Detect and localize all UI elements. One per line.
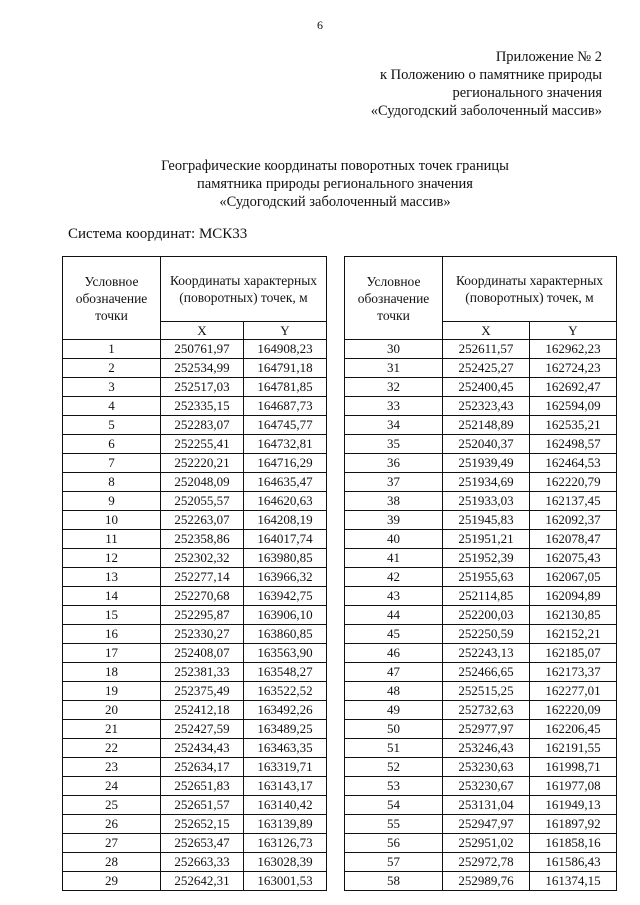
- point-number: 58: [345, 872, 443, 891]
- y-value: 161949,13: [530, 796, 617, 815]
- y-value: 163463,35: [244, 739, 327, 758]
- y-value: 162137,45: [530, 492, 617, 511]
- x-value: 252634,17: [161, 758, 244, 777]
- table-row: [63, 777, 327, 796]
- y-value: 163139,89: [244, 815, 327, 834]
- y-value: 162220,09: [530, 701, 617, 720]
- table-row: [63, 454, 327, 473]
- point-number: 51: [345, 739, 443, 758]
- y-value: 163126,73: [244, 834, 327, 853]
- x-value: 252295,87: [161, 606, 244, 625]
- x-value: 252466,65: [443, 663, 530, 682]
- x-value: 251952,39: [443, 549, 530, 568]
- point-number: 52: [345, 758, 443, 777]
- y-value: 162277,01: [530, 682, 617, 701]
- table-row: [63, 397, 327, 416]
- point-number: 11: [63, 530, 161, 549]
- y-value: 162535,21: [530, 416, 617, 435]
- point-number: 26: [63, 815, 161, 834]
- point-number: 34: [345, 416, 443, 435]
- point-number: 28: [63, 853, 161, 872]
- point-number: 43: [345, 587, 443, 606]
- x-value: 253230,63: [443, 758, 530, 777]
- appendix-note: [371, 48, 602, 120]
- x-value: 253246,43: [443, 739, 530, 758]
- point-number: 45: [345, 625, 443, 644]
- point-number: 31: [345, 359, 443, 378]
- table-row: [345, 834, 617, 853]
- point-number: 3: [63, 378, 161, 397]
- y-value: 162206,45: [530, 720, 617, 739]
- x-value: 252263,07: [161, 511, 244, 530]
- x-value: 252947,97: [443, 815, 530, 834]
- table-row: [345, 416, 617, 435]
- y-value: 163140,42: [244, 796, 327, 815]
- x-value: 252642,31: [161, 872, 244, 891]
- y-value: 162130,85: [530, 606, 617, 625]
- y-value: 162464,53: [530, 454, 617, 473]
- table-row: [63, 663, 327, 682]
- table-row: [63, 568, 327, 587]
- document-title: [150, 157, 520, 211]
- point-number: 1: [63, 340, 161, 359]
- y-value: 162092,37: [530, 511, 617, 530]
- table-row: [345, 492, 617, 511]
- x-value: 251951,21: [443, 530, 530, 549]
- point-number: 40: [345, 530, 443, 549]
- point-number: 42: [345, 568, 443, 587]
- y-value: 162962,23: [530, 340, 617, 359]
- table-row: [345, 511, 617, 530]
- y-value: 164745,77: [244, 416, 327, 435]
- table-row: [63, 492, 327, 511]
- y-value: 164732,81: [244, 435, 327, 454]
- table-row: [63, 644, 327, 663]
- point-number: 7: [63, 454, 161, 473]
- table-row: [63, 758, 327, 777]
- y-value: 161977,08: [530, 777, 617, 796]
- table-row: [345, 853, 617, 872]
- table-row: [63, 587, 327, 606]
- table-row: [345, 606, 617, 625]
- point-number: 14: [63, 587, 161, 606]
- point-number: 25: [63, 796, 161, 815]
- table-row: [345, 644, 617, 663]
- appendix-line: Приложение № 2: [495, 49, 602, 65]
- table-row: [345, 739, 617, 758]
- x-value: 252534,99: [161, 359, 244, 378]
- table-row: [63, 815, 327, 834]
- point-number: 16: [63, 625, 161, 644]
- point-number: 39: [345, 511, 443, 530]
- table-row: [63, 340, 327, 359]
- table-row: [345, 340, 617, 359]
- point-number: 55: [345, 815, 443, 834]
- x-value: 252651,83: [161, 777, 244, 796]
- point-number: 13: [63, 568, 161, 587]
- page-number: 6: [317, 18, 323, 32]
- point-number: 44: [345, 606, 443, 625]
- point-number: 37: [345, 473, 443, 492]
- y-value: 162191,55: [530, 739, 617, 758]
- x-value: 252302,32: [161, 549, 244, 568]
- point-number: 41: [345, 549, 443, 568]
- point-number: 9: [63, 492, 161, 511]
- title-line: памятника природы регионального значения: [197, 176, 473, 192]
- y-value: 163980,85: [244, 549, 327, 568]
- table-row: [63, 796, 327, 815]
- x-value: 252270,68: [161, 587, 244, 606]
- y-value: 163028,39: [244, 853, 327, 872]
- point-number: 57: [345, 853, 443, 872]
- x-value: 252653,47: [161, 834, 244, 853]
- x-value: 252400,45: [443, 378, 530, 397]
- y-value: 162094,89: [530, 587, 617, 606]
- point-number: 47: [345, 663, 443, 682]
- x-value: 252250,59: [443, 625, 530, 644]
- point-number: 19: [63, 682, 161, 701]
- point-number: 35: [345, 435, 443, 454]
- x-value: 252330,27: [161, 625, 244, 644]
- header-point-label: Условное обозначение точки: [63, 257, 161, 340]
- point-number: 8: [63, 473, 161, 492]
- coordinate-system: Система координат: МСК33: [68, 226, 248, 242]
- point-number: 38: [345, 492, 443, 511]
- table-row: [63, 720, 327, 739]
- y-value: 164208,19: [244, 511, 327, 530]
- x-value: 252732,63: [443, 701, 530, 720]
- table-row: [345, 701, 617, 720]
- point-number: 32: [345, 378, 443, 397]
- x-value: 252427,59: [161, 720, 244, 739]
- x-value: 252114,85: [443, 587, 530, 606]
- table-row: [63, 872, 327, 891]
- y-value: 164017,74: [244, 530, 327, 549]
- x-value: 252381,33: [161, 663, 244, 682]
- table-row: [345, 663, 617, 682]
- y-value: 163143,17: [244, 777, 327, 796]
- table-row: [63, 511, 327, 530]
- table-body-right: [345, 340, 617, 891]
- table-row: [345, 359, 617, 378]
- table-row: [63, 701, 327, 720]
- y-value: 162594,09: [530, 397, 617, 416]
- y-value: 161858,16: [530, 834, 617, 853]
- point-number: 54: [345, 796, 443, 815]
- point-number: 48: [345, 682, 443, 701]
- x-value: 252989,76: [443, 872, 530, 891]
- x-value: 251945,83: [443, 511, 530, 530]
- x-value: 252323,43: [443, 397, 530, 416]
- y-value: 163489,25: [244, 720, 327, 739]
- point-number: 36: [345, 454, 443, 473]
- y-value: 162220,79: [530, 473, 617, 492]
- title-line: «Судогодский заболоченный массив»: [219, 194, 451, 210]
- x-value: 252972,78: [443, 853, 530, 872]
- y-value: 162185,07: [530, 644, 617, 663]
- table-row: [345, 758, 617, 777]
- title-line: Географические координаты поворотных точек границы: [161, 158, 509, 174]
- y-value: 162498,57: [530, 435, 617, 454]
- table-row: [345, 872, 617, 891]
- table-row: [63, 359, 327, 378]
- y-value: 161998,71: [530, 758, 617, 777]
- x-value: 252358,86: [161, 530, 244, 549]
- y-value: 163563,90: [244, 644, 327, 663]
- x-value: 252055,57: [161, 492, 244, 511]
- header-y: Y: [530, 322, 617, 340]
- table-row: [63, 416, 327, 435]
- x-value: 253131,04: [443, 796, 530, 815]
- x-value: 252977,97: [443, 720, 530, 739]
- x-value: 252651,57: [161, 796, 244, 815]
- point-number: 22: [63, 739, 161, 758]
- point-number: 2: [63, 359, 161, 378]
- y-value: 164908,23: [244, 340, 327, 359]
- point-number: 5: [63, 416, 161, 435]
- point-number: 10: [63, 511, 161, 530]
- x-value: 252048,09: [161, 473, 244, 492]
- x-value: 252283,07: [161, 416, 244, 435]
- point-number: 18: [63, 663, 161, 682]
- y-value: 162173,37: [530, 663, 617, 682]
- x-value: 252200,03: [443, 606, 530, 625]
- point-number: 4: [63, 397, 161, 416]
- table-row: [63, 606, 327, 625]
- table-row: [63, 435, 327, 454]
- table-row: [345, 720, 617, 739]
- y-value: 164620,63: [244, 492, 327, 511]
- x-value: 252220,21: [161, 454, 244, 473]
- table-row: [345, 454, 617, 473]
- point-number: 6: [63, 435, 161, 454]
- point-number: 56: [345, 834, 443, 853]
- y-value: 164791,18: [244, 359, 327, 378]
- table-row: [63, 378, 327, 397]
- x-value: 252425,27: [443, 359, 530, 378]
- x-value: 252434,43: [161, 739, 244, 758]
- table-row: [345, 587, 617, 606]
- point-number: 27: [63, 834, 161, 853]
- y-value: 164716,29: [244, 454, 327, 473]
- point-number: 50: [345, 720, 443, 739]
- point-number: 33: [345, 397, 443, 416]
- point-number: 12: [63, 549, 161, 568]
- x-value: 252412,18: [161, 701, 244, 720]
- x-value: 250761,97: [161, 340, 244, 359]
- x-value: 252515,25: [443, 682, 530, 701]
- table-row: [345, 682, 617, 701]
- point-number: 17: [63, 644, 161, 663]
- table-row: [345, 549, 617, 568]
- table-row: [345, 530, 617, 549]
- table-row: [345, 815, 617, 834]
- appendix-line: «Судогодский заболоченный массив»: [370, 103, 602, 119]
- y-value: 163906,10: [244, 606, 327, 625]
- x-value: 253230,67: [443, 777, 530, 796]
- point-number: 24: [63, 777, 161, 796]
- y-value: 162692,47: [530, 378, 617, 397]
- header-y: Y: [244, 322, 327, 340]
- y-value: 161374,15: [530, 872, 617, 891]
- x-value: 252040,37: [443, 435, 530, 454]
- point-number: 53: [345, 777, 443, 796]
- y-value: 163319,71: [244, 758, 327, 777]
- table-row: [345, 378, 617, 397]
- point-number: 21: [63, 720, 161, 739]
- y-value: 162152,21: [530, 625, 617, 644]
- table-row: [345, 473, 617, 492]
- table-row: [63, 834, 327, 853]
- x-value: 252375,49: [161, 682, 244, 701]
- coordinates-table-left: [62, 256, 327, 891]
- table-row: [63, 549, 327, 568]
- table-row: [63, 625, 327, 644]
- y-value: 164687,73: [244, 397, 327, 416]
- y-value: 164635,47: [244, 473, 327, 492]
- y-value: 163492,26: [244, 701, 327, 720]
- x-value: 252335,15: [161, 397, 244, 416]
- appendix-line: регионального значения: [452, 85, 602, 101]
- y-value: 161586,43: [530, 853, 617, 872]
- x-value: 252148,89: [443, 416, 530, 435]
- x-value: 252408,07: [161, 644, 244, 663]
- table-row: [345, 397, 617, 416]
- table-row: [63, 682, 327, 701]
- x-value: 251933,03: [443, 492, 530, 511]
- x-value: 251934,69: [443, 473, 530, 492]
- y-value: 162724,23: [530, 359, 617, 378]
- header-point-label: Условное обозначение точки: [345, 257, 443, 340]
- point-number: 20: [63, 701, 161, 720]
- x-value: 252951,02: [443, 834, 530, 853]
- y-value: 161897,92: [530, 815, 617, 834]
- y-value: 163966,32: [244, 568, 327, 587]
- appendix-line: к Положению о памятнике природы: [379, 67, 602, 83]
- x-value: 252517,03: [161, 378, 244, 397]
- x-value: 252663,33: [161, 853, 244, 872]
- point-number: 30: [345, 340, 443, 359]
- coordinates-table-right: [344, 256, 617, 891]
- x-value: 252611,57: [443, 340, 530, 359]
- point-number: 15: [63, 606, 161, 625]
- x-value: 251939,49: [443, 454, 530, 473]
- table-row: [345, 625, 617, 644]
- point-number: 49: [345, 701, 443, 720]
- y-value: 163548,27: [244, 663, 327, 682]
- table-row: [345, 568, 617, 587]
- table-row: [63, 473, 327, 492]
- table-row: [345, 796, 617, 815]
- table-row: [345, 435, 617, 454]
- x-value: 252255,41: [161, 435, 244, 454]
- y-value: 162067,05: [530, 568, 617, 587]
- header-x: X: [161, 322, 244, 340]
- point-number: 23: [63, 758, 161, 777]
- y-value: 163001,53: [244, 872, 327, 891]
- table-row: [63, 739, 327, 758]
- y-value: 162075,43: [530, 549, 617, 568]
- table-row: [63, 853, 327, 872]
- y-value: 163942,75: [244, 587, 327, 606]
- header-x: X: [443, 322, 530, 340]
- y-value: 163522,52: [244, 682, 327, 701]
- table-row: [63, 530, 327, 549]
- table-body-left: [63, 340, 327, 891]
- x-value: 252652,15: [161, 815, 244, 834]
- y-value: 163860,85: [244, 625, 327, 644]
- point-number: 46: [345, 644, 443, 663]
- table-row: [345, 777, 617, 796]
- y-value: 162078,47: [530, 530, 617, 549]
- x-value: 252277,14: [161, 568, 244, 587]
- header-coords-label: Координаты характерных (поворотных) точек, м: [161, 257, 327, 322]
- header-coords-label: Координаты характерных (поворотных) точек, м: [443, 257, 617, 322]
- x-value: 252243,13: [443, 644, 530, 663]
- x-value: 251955,63: [443, 568, 530, 587]
- y-value: 164781,85: [244, 378, 327, 397]
- point-number: 29: [63, 872, 161, 891]
